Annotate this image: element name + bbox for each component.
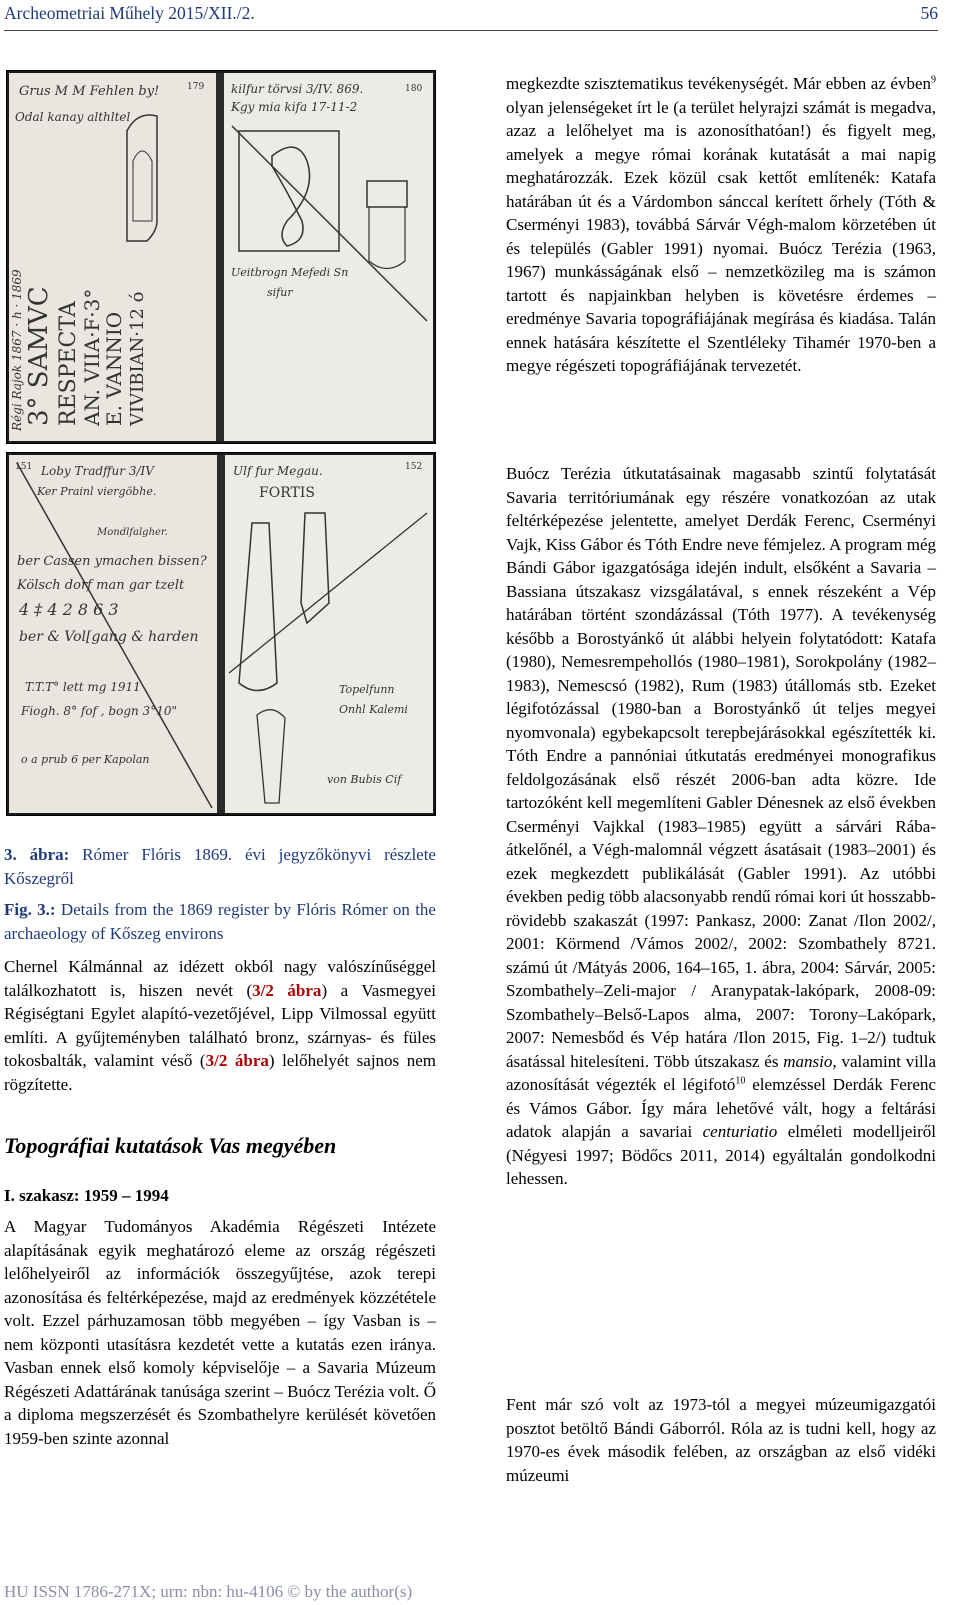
inscription: E. VANNIO xyxy=(102,311,126,426)
right-paragraph-1: megkezdte szisztematikus tevékenységét. Már ebben az évben$^9$ olyan jelenségeket írt le (a terület helyrajzi számát is megadva, azaz a lelőhelyet ma is azonosíthatóan!) és figyelt meg, amelyek a megye római korának kutatását a mai napig meghatározzák. Ezek közül csak kettőt említenék: Katafa határában út és a Várdombon sánccal kerített őrhely (Tóth & Cserményi 1983), továbbá Sárvár Végh-malom körzetében út és település (Gabler 1991) nyomai. Buócz Terézia (1963, 1967) munkásságának első – nemzetközileg ma is számon tartott és napjainkban helyben is követésre érdemes – eredménye Savaria topográfiájának megírása és kiadása. Talán ennek hatására készítette el Szentléleky Tihamér 1970-ben a megye régészeti topográfiájának tervezetét. xyxy=(506,74,936,375)
footnote-marker[interactable]: 9 xyxy=(931,74,936,86)
left-paragraph-2: A Magyar Tudományos Akadémia Régészeti Intézete alapításának egyik meghatározó eleme az ország régészeti lelőhelyeiről az információk összegyűjtése, azok terepi azonosítása és feltérképezése, majd az eredmények közzététele volt. Ezzel párhuzamosan több megyében – így Vasban is – nem központi utasításra kezdetét vette a kutatás ezen iránya. Vasban ennek első komoly képviselője – a Savaria Múzeum Régészeti Adattárának tanúsága szerint – Buócz Terézia volt. Ő a diploma megszerzését és Szombathelyre kerülését követően 1959-ben szinte azonnal xyxy=(4,1217,436,1448)
sketch-text: FORTIS xyxy=(259,485,315,501)
inscription: AN. VIIA·F·3° xyxy=(80,288,104,426)
sketch-text: 179 xyxy=(187,82,205,92)
sketch-text: Kgy mia kifa 17-11-2 xyxy=(231,100,358,114)
sketch-text: o a prub 6 per Kapolan xyxy=(21,753,150,766)
sketch-text: Grus M M Fehlen by! xyxy=(19,84,160,99)
caption-text: Details from the 1869 register by Flóris Rómer on the archaeology of Kőszeg environs xyxy=(4,900,436,943)
notebook-photo-top xyxy=(6,70,436,444)
sketch-text: T.T.T° lett mg 1911 xyxy=(25,680,141,694)
header-rule xyxy=(4,30,938,31)
figure-caption xyxy=(4,843,436,945)
inscription: RESPECTA xyxy=(56,301,81,426)
right-paragraph-3: Fent már szó volt az 1973-tól a megyei múzeumigazgatói posztot betöltő Bándi Gáborról. Róla az is tudni kell, hogy az 1970-es évek második felében, az országban az első vidéki múzeumi xyxy=(506,1395,936,1485)
sketch-text: Loby Tradffur 3/IV xyxy=(41,464,154,478)
sketch-text: Ulf fur Megau. xyxy=(233,464,323,478)
sketch-text: Ueitbrogn Mefedi Sn xyxy=(231,266,349,279)
caption-hungarian xyxy=(4,843,436,890)
caption-label: Fig. 3.: xyxy=(4,900,56,919)
figure-reference[interactable]: 3/2 ábra xyxy=(205,1051,269,1070)
sketch-text: 152 xyxy=(405,462,423,472)
inscription: 3° SAMVC xyxy=(24,286,54,426)
page-number: 56 xyxy=(920,3,938,23)
sketch-text: Ker Prainl viergöbhe. xyxy=(37,485,157,498)
sketch-text: Topelfunn xyxy=(339,683,395,696)
sketch-text: 180 xyxy=(405,84,423,94)
caption-english xyxy=(4,898,436,945)
sketch-text: Kölsch dorf man gar tzelt xyxy=(17,578,185,593)
subsection-heading: I. szakasz: 1959 – 1994 xyxy=(4,1186,169,1205)
journal-title: Archeometriai Műhely 2015/XII./2. xyxy=(4,3,255,23)
notebook-photo-bottom xyxy=(6,452,436,816)
sketch-text: Fiogh. 8° fof , bogn 3°10" xyxy=(21,704,177,718)
sketch-text: ber Cassen ymachen bissen? xyxy=(17,554,207,569)
caption-text: Rómer Flóris 1869. évi jegyzőkönyvi részlete Kőszegről xyxy=(4,845,436,888)
caption-label: 3. ábra: xyxy=(4,845,70,864)
sketch-text: ber & Vol[gang & harden xyxy=(19,629,199,645)
sketch-text: 151 xyxy=(15,462,33,472)
sketch-text: kilfur törvsi 3/IV. 869. xyxy=(231,82,364,96)
sketch-text: Mondlfalgher. xyxy=(97,527,168,538)
section-heading: Topográfiai kutatások Vas megyében xyxy=(4,1133,337,1158)
figure-reference[interactable]: 3/2 ábra xyxy=(252,980,322,1000)
sketch-text: Régi Rajok 1867 · h · 1869 xyxy=(10,269,24,431)
sketch-text: von Bubis Cif xyxy=(327,773,402,786)
sketch-text: sifur xyxy=(267,286,293,299)
sketch-text: Odal kanay althltel xyxy=(15,110,131,124)
sketch-text: Onhl Kalemi xyxy=(339,703,408,716)
left-paragraph-1: Chernel Kálmánnal az idézett okból nagy valószínűséggel találkozhatott is, hiszen nevét (3/2 ábra) a Vasmegyei Régiségtani Egylet alapító-vezetőjével, Lipp Vilmossal együtt említi. A gyűjteményben található bronz, szárnyas- és füles tokosbalták, valamint véső (3/2 ábra) lelőhelyét sajnos nem rögzítette. xyxy=(4,957,436,1094)
right-paragraph-2: Buócz Terézia útkutatásainak magasabb szintű folytatását Savaria territóriumának egy részére vonatkozóan az utak feltérképezése jelentette, amelyet Derdák Ferenc, Cserményi Vajk, Kiss Gábor és Tóth Endre neve fémjelez. A program még Bándi Gábor igazgatósága idején indult, elsőként a Savaria – Bassiana útszakasz vizsgálatával, s ennek részeként a Vép határában történt szondázással (Tóth 1977). A tevékenység később a Borostyánkő út alábbi helyein folytatódott: Katafa (1980), Nemesrempehollós (1980–1981), Sorokpolány (1982–1983), Nemescsó (1982), Rum (1983) útállomás stb. Ezeket légifotózással (1980-ban a Borostyánkő út teljes megyei nyomvonala) egybekapcsolt terepbejárásokkal egészítették ki. Tóth Endre a pannóniai útkutatás eredményei monografikus feldolgozásának első részét 2006-ban adta közre. Ide tartozóként kell megemlíteni Gabler Dénesnek az első években Cserményi Vajkkal (1983–1985) együtt a sárvári Rába-átkelőnél, a Végh-malomnál végzett ásatásait (1983–2001) és ezek megkezdett publikálását (Gabler 1991). Az utóbbi években pedig több alacsonyabb rendű római kori út hosszabb-rövidebb szakaszát (1997: Pankasz, 2000: Zanat /Ilon 2002/, 2001: Körmend /Vámos 2002/, 2002: Szombathely 8721. számú út /Mátyás 2006, 164–165, 1. ábra, 2004: Sárvár, 2005: Szombathely–Zeli-major / Aranypatak-lakópark, 2008-09: Szombathely–Belső-Lapos alma, 2007: Torony–Lakópark, 2007: Nemesbőd és Vép határa /Ilon 2015, Fig. 1–2/) tudtuk ásatással hitelesíteni. Több útszakasz és mansio, valamint villa azonosítását végezték el légifotó$^{10}$ elemzéssel Derdák Ferenc és Vámos Gábor. Így mára lehetővé vált, hogy a feltárási adatok alapján a savariai centuriatio elméleti modelljeiről (Négyesi 1997; Bödőcs 2011, 2014) egyáltalán gondolkodni lehessen. xyxy=(506,464,936,1188)
footer-issn: HU ISSN 1786-271X; urn: nbn: hu-4106 © by the author(s) xyxy=(4,1582,413,1601)
inscription: VIVIBIAN·12 ó xyxy=(127,291,148,426)
svg-text:4 ‡ 4 2 8 6 3: 4 ‡ 4 2 8 6 3 xyxy=(19,600,119,619)
figure-notebook-photos xyxy=(6,70,434,816)
footnote-marker[interactable]: 10 xyxy=(735,1075,746,1087)
